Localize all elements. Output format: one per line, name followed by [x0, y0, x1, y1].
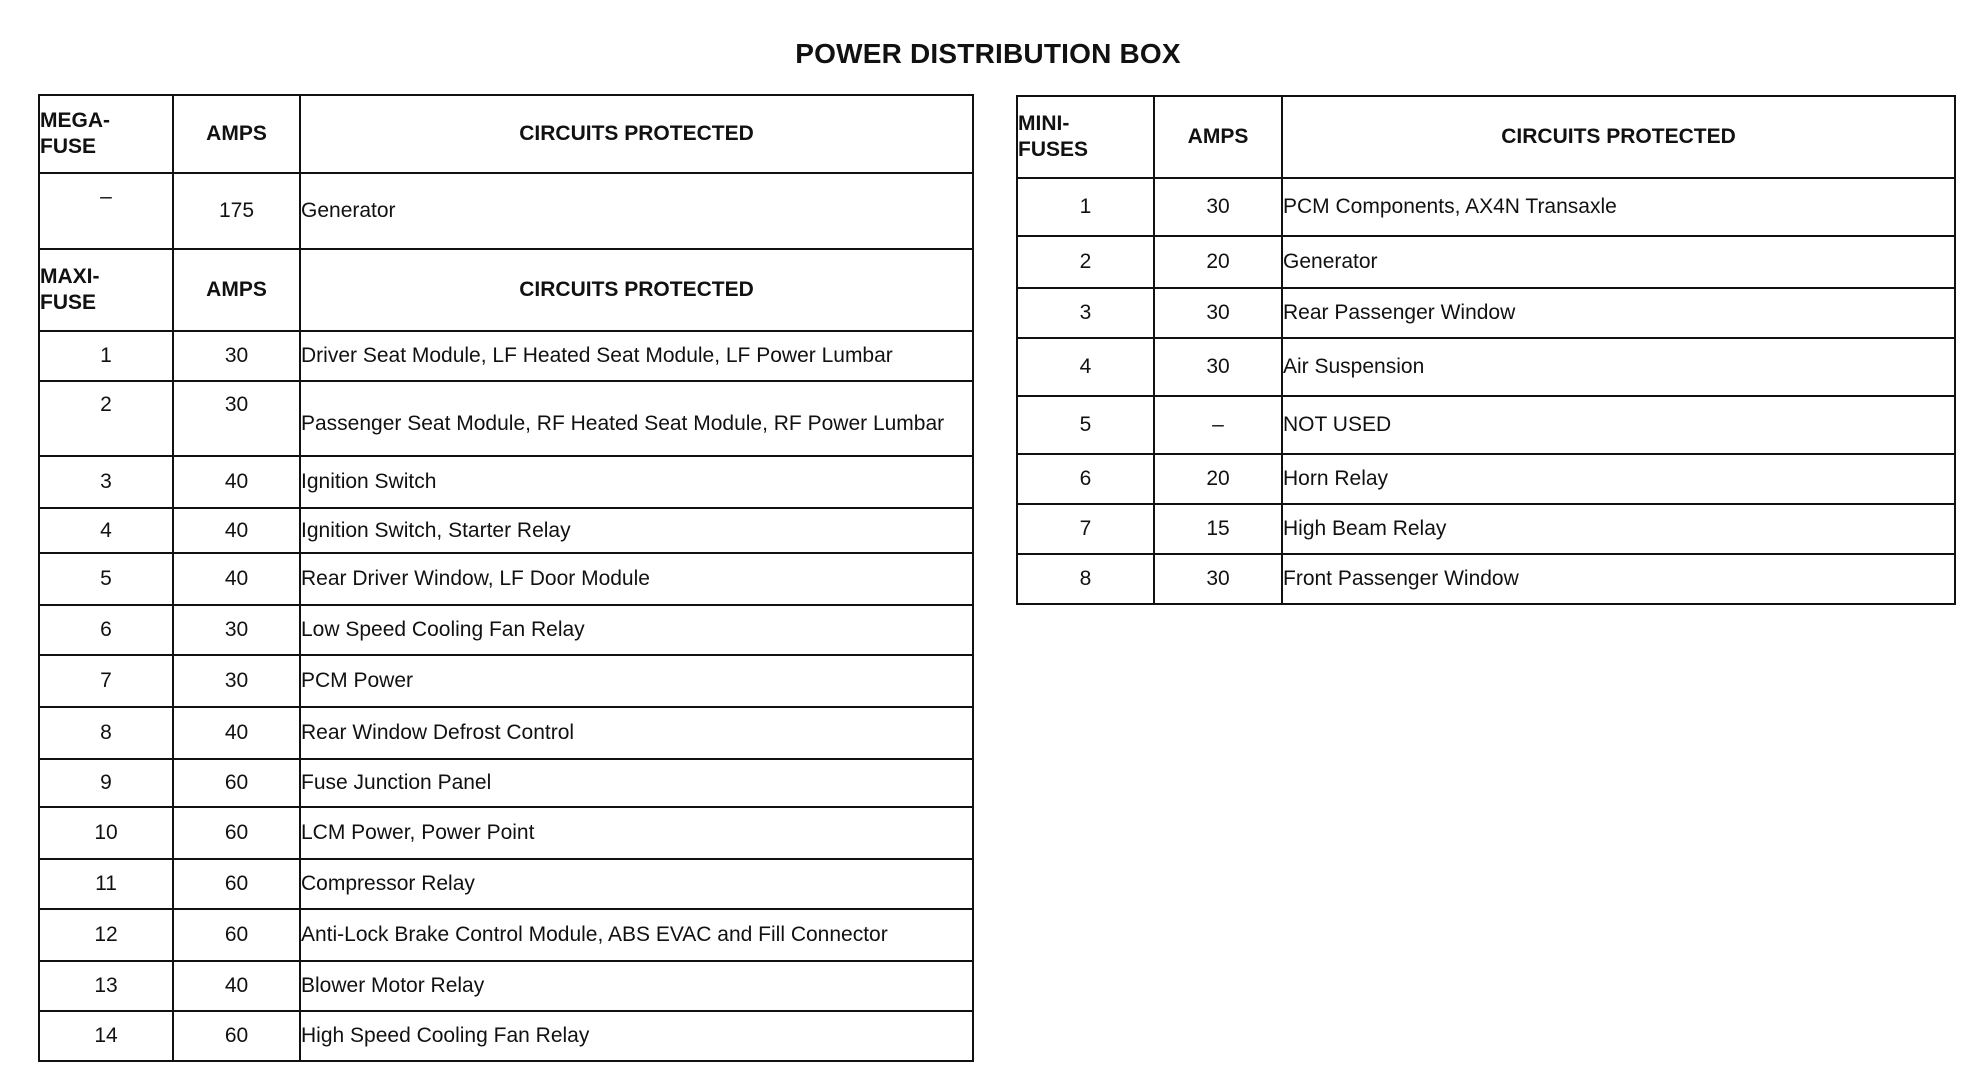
circuit-cell: Ignition Switch — [300, 456, 973, 508]
table-row — [1017, 396, 1955, 454]
mini-fuses-header-row — [1017, 96, 1955, 178]
table-row — [1017, 338, 1955, 396]
amps-cell: 60 — [173, 759, 300, 807]
circuit-cell: Generator — [1282, 236, 1955, 288]
amps-cell: 40 — [173, 553, 300, 605]
amps-cell: 20 — [1154, 454, 1282, 504]
maxi-fuse-column-header — [39, 249, 173, 331]
amps-cell: 30 — [173, 655, 300, 707]
circuit-cell: Blower Motor Relay — [300, 961, 973, 1011]
table-row — [39, 859, 973, 909]
fuse-number-cell: 7 — [1017, 504, 1154, 554]
circuit-cell: Rear Driver Window, LF Door Module — [300, 553, 973, 605]
fuse-number-cell: 14 — [39, 1011, 173, 1061]
amps-cell: 60 — [173, 807, 300, 859]
fuse-number-cell: 4 — [39, 508, 173, 553]
amps-cell: 40 — [173, 508, 300, 553]
amps-cell: 30 — [1154, 178, 1282, 236]
mega-fuse-header-row — [39, 95, 973, 173]
table-row — [1017, 554, 1955, 604]
header-line: MAXI- — [40, 265, 100, 288]
fuse-number-cell: 5 — [1017, 396, 1154, 454]
fuse-number-cell: 2 — [39, 381, 173, 456]
amps-cell: 60 — [173, 859, 300, 909]
table-row — [39, 553, 973, 605]
amps-cell: 30 — [173, 605, 300, 655]
fuse-number-cell: 13 — [39, 961, 173, 1011]
circuits-column-header: CIRCUITS PROTECTED — [300, 249, 973, 331]
fuse-number-cell: 11 — [39, 859, 173, 909]
table-row — [1017, 236, 1955, 288]
amps-cell: 30 — [173, 331, 300, 381]
table-row — [39, 331, 973, 381]
maxi-fuse-header-row — [39, 249, 973, 331]
table-row — [39, 605, 973, 655]
table-row — [39, 456, 973, 508]
circuit-cell: Low Speed Cooling Fan Relay — [300, 605, 973, 655]
circuit-cell: Rear Window Defrost Control — [300, 707, 973, 759]
amps-cell: 30 — [1154, 554, 1282, 604]
circuits-column-header: CIRCUITS PROTECTED — [1282, 96, 1955, 178]
fuse-number-cell: 2 — [1017, 236, 1154, 288]
table-row — [39, 961, 973, 1011]
fuse-number-cell: 4 — [1017, 338, 1154, 396]
circuit-cell: LCM Power, Power Point — [300, 807, 973, 859]
fuse-number-cell: 8 — [39, 707, 173, 759]
header-line: FUSE — [40, 291, 97, 314]
table-row — [1017, 504, 1955, 554]
fuse-number-cell: 1 — [1017, 178, 1154, 236]
circuit-cell: NOT USED — [1282, 396, 1955, 454]
header-line: FUSES — [1018, 138, 1089, 161]
fuse-number-cell: 1 — [39, 331, 173, 381]
mega-fuse-column-header — [39, 95, 173, 173]
circuit-cell: Front Passenger Window — [1282, 554, 1955, 604]
circuit-cell: PCM Power — [300, 655, 973, 707]
circuit-cell: Passenger Seat Module, RF Heated Seat Module, RF Power Lumbar — [300, 381, 973, 456]
fuse-number-cell: 3 — [1017, 288, 1154, 338]
circuit-cell: Fuse Junction Panel — [300, 759, 973, 807]
circuits-column-header: CIRCUITS PROTECTED — [300, 95, 973, 173]
fuse-number-cell: 9 — [39, 759, 173, 807]
table-row — [39, 807, 973, 859]
mini-fuses-column-header — [1017, 96, 1154, 178]
amps-cell: 40 — [173, 961, 300, 1011]
mega-maxi-fuse-table — [38, 94, 974, 1062]
fuse-number-cell: – — [39, 173, 173, 249]
amps-cell: 60 — [173, 1011, 300, 1061]
circuit-cell: Air Suspension — [1282, 338, 1955, 396]
table-row — [39, 173, 973, 249]
page-title: POWER DISTRIBUTION BOX — [795, 38, 1181, 69]
amps-cell: 30 — [1154, 338, 1282, 396]
header-line: MEGA- — [40, 109, 110, 132]
amps-cell: 30 — [173, 381, 300, 456]
circuit-cell: Driver Seat Module, LF Heated Seat Module, LF Power Lumbar — [300, 331, 973, 381]
amps-cell: 30 — [1154, 288, 1282, 338]
amps-cell: 20 — [1154, 236, 1282, 288]
header-line: MINI- — [1018, 112, 1070, 135]
circuit-cell: Horn Relay — [1282, 454, 1955, 504]
table-row — [39, 759, 973, 807]
amps-column-header: AMPS — [173, 249, 300, 331]
circuit-cell: PCM Components, AX4N Transaxle — [1282, 178, 1955, 236]
fuse-number-cell: 6 — [39, 605, 173, 655]
amps-cell: 175 — [173, 173, 300, 249]
amps-cell: 40 — [173, 707, 300, 759]
circuit-cell: Generator — [300, 173, 973, 249]
table-row — [39, 381, 973, 456]
fuse-number-cell: 3 — [39, 456, 173, 508]
table-row — [1017, 288, 1955, 338]
fuse-number-cell: 6 — [1017, 454, 1154, 504]
circuit-cell: Ignition Switch, Starter Relay — [300, 508, 973, 553]
circuit-cell: Compressor Relay — [300, 859, 973, 909]
amps-column-header: AMPS — [1154, 96, 1282, 178]
table-row — [1017, 178, 1955, 236]
fuse-number-cell: 5 — [39, 553, 173, 605]
amps-column-header: AMPS — [173, 95, 300, 173]
table-row — [1017, 454, 1955, 504]
header-line: FUSE — [40, 135, 97, 158]
table-row — [39, 707, 973, 759]
amps-cell: 40 — [173, 456, 300, 508]
fuse-number-cell: 8 — [1017, 554, 1154, 604]
circuit-cell: High Speed Cooling Fan Relay — [300, 1011, 973, 1061]
table-row — [39, 1011, 973, 1061]
mini-fuses-table — [1016, 95, 1956, 605]
amps-cell: 60 — [173, 909, 300, 961]
table-row — [39, 909, 973, 961]
circuit-cell: Anti-Lock Brake Control Module, ABS EVAC and Fill Connector — [300, 909, 973, 961]
fuse-number-cell: 7 — [39, 655, 173, 707]
amps-cell: 15 — [1154, 504, 1282, 554]
table-row — [39, 655, 973, 707]
fuse-number-cell: 10 — [39, 807, 173, 859]
amps-cell: – — [1154, 396, 1282, 454]
circuit-cell: High Beam Relay — [1282, 504, 1955, 554]
circuit-cell: Rear Passenger Window — [1282, 288, 1955, 338]
table-row — [39, 508, 973, 553]
fuse-number-cell: 12 — [39, 909, 173, 961]
